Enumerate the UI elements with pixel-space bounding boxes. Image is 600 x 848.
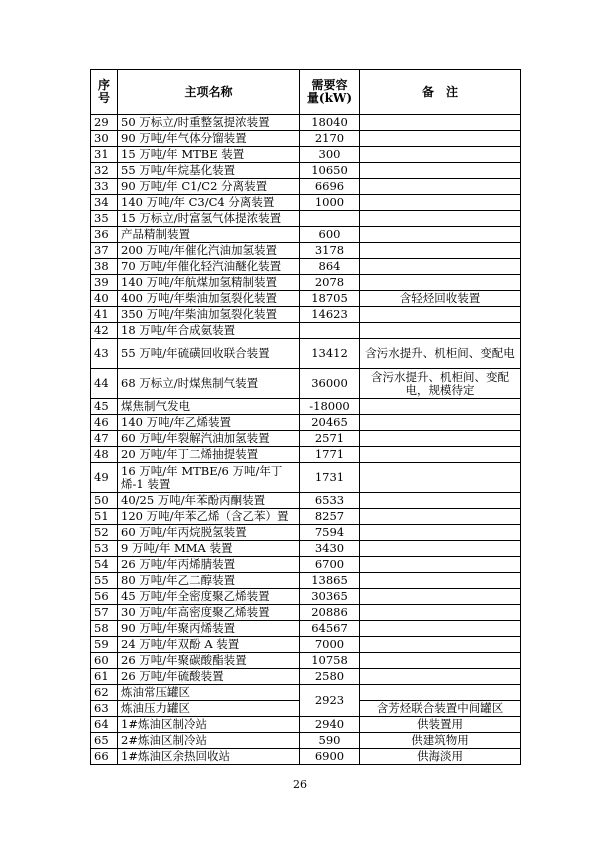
table-row: [91, 431, 521, 447]
row-note: [360, 447, 521, 463]
row-item-name: 26 万吨/年聚碳酸酯装置: [118, 653, 300, 669]
row-number: 62: [91, 685, 118, 701]
table-row: [91, 557, 521, 573]
row-number: 31: [91, 147, 118, 163]
table-header-row: [91, 70, 521, 115]
row-capacity: 1731: [300, 463, 360, 493]
table-row: [91, 275, 521, 291]
row-note: [360, 493, 521, 509]
row-capacity: 300: [300, 147, 360, 163]
row-capacity: 6700: [300, 557, 360, 573]
table-row: [91, 525, 521, 541]
row-capacity: 64567: [300, 621, 360, 637]
row-number: 40: [91, 291, 118, 307]
row-number: 51: [91, 509, 118, 525]
table-row: [91, 369, 521, 399]
row-number: 54: [91, 557, 118, 573]
table-row: [91, 605, 521, 621]
row-note: [360, 307, 521, 323]
row-item-name: 煤焦制气发电: [118, 399, 300, 415]
row-note: [360, 147, 521, 163]
row-number: 55: [91, 573, 118, 589]
row-number: 48: [91, 447, 118, 463]
table-row: [91, 447, 521, 463]
row-number: 49: [91, 463, 118, 493]
row-capacity: 36000: [300, 369, 360, 399]
row-item-name: 16 万吨/年 MTBE/6 万吨/年丁烯-1 装置: [118, 463, 300, 493]
page-number: 26: [293, 778, 307, 791]
row-note: [360, 431, 521, 447]
row-number: 29: [91, 115, 118, 131]
table-row: [91, 307, 521, 323]
row-capacity: 20886: [300, 605, 360, 621]
table-row: [91, 339, 521, 369]
row-item-name: 80 万吨/年乙二醇装置: [118, 573, 300, 589]
table-row: [91, 463, 521, 493]
row-note: [360, 589, 521, 605]
row-note: [360, 463, 521, 493]
row-item-name: 60 万吨/年裂解汽油加氢装置: [118, 431, 300, 447]
row-capacity: 590: [300, 733, 360, 749]
row-item-name: 90 万吨/年气体分馏装置: [118, 131, 300, 147]
row-note: [360, 685, 521, 701]
row-note: [360, 509, 521, 525]
row-item-name: 55 万吨/年硫磺回收联合装置: [118, 339, 300, 369]
row-item-name: 140 万吨/年乙烯装置: [118, 415, 300, 431]
row-item-name: 90 万吨/年 C1/C2 分离装置: [118, 179, 300, 195]
table-row: [91, 717, 521, 733]
row-number: 46: [91, 415, 118, 431]
row-note: 供海淡用: [360, 749, 521, 765]
row-number: 50: [91, 493, 118, 509]
row-item-name: 400 万吨/年柴油加氢裂化装置: [118, 291, 300, 307]
row-note: [360, 323, 521, 339]
row-note: [360, 115, 521, 131]
header-capacity-text: 需要容 量(kW): [306, 78, 353, 105]
row-number: 33: [91, 179, 118, 195]
table-row: [91, 179, 521, 195]
row-number: 41: [91, 307, 118, 323]
row-number: 32: [91, 163, 118, 179]
row-note: 供建筑物用: [360, 733, 521, 749]
row-note: [360, 669, 521, 685]
row-capacity: 2580: [300, 669, 360, 685]
row-note: [360, 621, 521, 637]
row-capacity: 1771: [300, 447, 360, 463]
row-number: 61: [91, 669, 118, 685]
row-capacity: 7594: [300, 525, 360, 541]
row-number: 58: [91, 621, 118, 637]
table-row: [91, 621, 521, 637]
row-number: 39: [91, 275, 118, 291]
row-note: 供装置用: [360, 717, 521, 733]
row-capacity: 3430: [300, 541, 360, 557]
table-row: [91, 573, 521, 589]
row-item-name: 60 万吨/年丙烷脱氢装置: [118, 525, 300, 541]
table-row: [91, 493, 521, 509]
row-number: 53: [91, 541, 118, 557]
row-note: [360, 227, 521, 243]
row-number: 35: [91, 211, 118, 227]
header-note: [360, 70, 521, 115]
row-note: [360, 541, 521, 557]
row-number: 42: [91, 323, 118, 339]
row-number: 57: [91, 605, 118, 621]
row-note: [360, 653, 521, 669]
row-item-name: 70 万吨/年催化轻汽油醚化装置: [118, 259, 300, 275]
table-body: [91, 115, 521, 765]
row-note: 含芳烃联合装置中间罐区: [360, 701, 521, 717]
table-row: [91, 637, 521, 653]
header-capacity: [300, 70, 360, 115]
table-row: [91, 227, 521, 243]
table-row: [91, 589, 521, 605]
row-item-name: 1#炼油区制冷站: [118, 717, 300, 733]
table-row: [91, 653, 521, 669]
row-item-name: 120 万吨/年苯乙烯（含乙苯）置: [118, 509, 300, 525]
row-capacity: [300, 323, 360, 339]
table-row: [91, 147, 521, 163]
row-item-name: 2#炼油区制冷站: [118, 733, 300, 749]
row-capacity: 30365: [300, 589, 360, 605]
row-number: 66: [91, 749, 118, 765]
row-number: 65: [91, 733, 118, 749]
row-number: 45: [91, 399, 118, 415]
row-number: 43: [91, 339, 118, 369]
table-row: [91, 399, 521, 415]
row-item-name: 50 万标立/时重整氢提浓装置: [118, 115, 300, 131]
row-item-name: 30 万吨/年高密度聚乙烯装置: [118, 605, 300, 621]
row-item-name: 55 万吨/年烷基化装置: [118, 163, 300, 179]
row-number: 56: [91, 589, 118, 605]
table-row: [91, 669, 521, 685]
row-number: 34: [91, 195, 118, 211]
row-note: [360, 179, 521, 195]
row-note: 含污水提升、机柜间、变配电，规模待定: [360, 369, 521, 399]
table-row: [91, 685, 521, 701]
row-note: [360, 195, 521, 211]
table-row: [91, 115, 521, 131]
row-note: [360, 259, 521, 275]
row-capacity: 7000: [300, 637, 360, 653]
row-number: 36: [91, 227, 118, 243]
row-capacity: 3178: [300, 243, 360, 259]
row-capacity: 13865: [300, 573, 360, 589]
row-capacity: 6696: [300, 179, 360, 195]
row-capacity: 18040: [300, 115, 360, 131]
row-number: 52: [91, 525, 118, 541]
row-note: [360, 415, 521, 431]
row-note: [360, 275, 521, 291]
table-row: [91, 259, 521, 275]
row-number: 38: [91, 259, 118, 275]
row-capacity: 2571: [300, 431, 360, 447]
row-item-name: 26 万吨/年硫酸装置: [118, 669, 300, 685]
row-item-name: 24 万吨/年双酚 A 装置: [118, 637, 300, 653]
table-row: [91, 509, 521, 525]
table-row: [91, 323, 521, 339]
row-capacity: [300, 211, 360, 227]
row-capacity: 14623: [300, 307, 360, 323]
row-capacity: 2078: [300, 275, 360, 291]
table-row: [91, 131, 521, 147]
row-note: [360, 573, 521, 589]
row-item-name: 1#炼油区余热回收站: [118, 749, 300, 765]
row-number: 60: [91, 653, 118, 669]
row-item-name: 26 万吨/年丙烯腈装置: [118, 557, 300, 573]
row-capacity: 20465: [300, 415, 360, 431]
row-capacity: 600: [300, 227, 360, 243]
row-capacity: 18705: [300, 291, 360, 307]
row-number: 59: [91, 637, 118, 653]
table-row: [91, 291, 521, 307]
row-number: 63: [91, 701, 118, 717]
row-capacity: 10758: [300, 653, 360, 669]
row-number: 64: [91, 717, 118, 733]
row-note: [360, 605, 521, 621]
table-row: [91, 163, 521, 179]
row-note: 含轻烃回收装置: [360, 291, 521, 307]
row-item-name: 350 万吨/年柴油加氢裂化装置: [118, 307, 300, 323]
table-row: [91, 243, 521, 259]
header-name: [118, 70, 300, 115]
row-item-name: 炼油压力罐区: [118, 701, 300, 717]
table-row: [91, 749, 521, 765]
row-item-name: 90 万吨/年聚丙烯装置: [118, 621, 300, 637]
row-note: [360, 163, 521, 179]
row-item-name: 140 万吨/年航煤加氢精制装置: [118, 275, 300, 291]
row-capacity: 6900: [300, 749, 360, 765]
row-capacity: -18000: [300, 399, 360, 415]
header-seq-text: 序 号: [97, 78, 110, 105]
header-name-text: 主项名称: [184, 84, 233, 99]
table-row: [91, 541, 521, 557]
row-note: [360, 131, 521, 147]
row-note: [360, 243, 521, 259]
row-capacity: 8257: [300, 509, 360, 525]
row-item-name: 9 万吨/年 MMA 装置: [118, 541, 300, 557]
table-row: [91, 415, 521, 431]
row-capacity: 2170: [300, 131, 360, 147]
row-note: [360, 557, 521, 573]
row-capacity: 2940: [300, 717, 360, 733]
row-capacity: 1000: [300, 195, 360, 211]
table-row: [91, 195, 521, 211]
table-row: [91, 211, 521, 227]
row-item-name: 15 万吨/年 MTBE 装置: [118, 147, 300, 163]
row-capacity: 864: [300, 259, 360, 275]
row-capacity: 10650: [300, 163, 360, 179]
row-item-name: 45 万吨/年全密度聚乙烯装置: [118, 589, 300, 605]
row-item-name: 20 万吨/年丁二烯抽提装置: [118, 447, 300, 463]
row-item-name: 68 万标立/时煤焦制气装置: [118, 369, 300, 399]
header-note-text: 备 注: [421, 84, 458, 99]
row-item-name: 140 万吨/年 C3/C4 分离装置: [118, 195, 300, 211]
row-item-name: 200 万吨/年催化汽油加氢装置: [118, 243, 300, 259]
row-note: [360, 637, 521, 653]
row-number: 44: [91, 369, 118, 399]
power-demand-table: [90, 69, 521, 765]
row-item-name: 15 万标立/时富氢气体提浓装置: [118, 211, 300, 227]
table-row: [91, 733, 521, 749]
row-note: [360, 525, 521, 541]
row-capacity: 13412: [300, 339, 360, 369]
row-item-name: 产品精制装置: [118, 227, 300, 243]
row-note: [360, 399, 521, 415]
row-item-name: 18 万吨/年合成氨装置: [118, 323, 300, 339]
row-note: 含污水提升、机柜间、变配电: [360, 339, 521, 369]
row-number: 37: [91, 243, 118, 259]
row-capacity: 6533: [300, 493, 360, 509]
row-number: 47: [91, 431, 118, 447]
row-item-name: 炼油常压罐区: [118, 685, 300, 701]
row-number: 30: [91, 131, 118, 147]
row-note: [360, 211, 521, 227]
row-capacity: 2923: [300, 685, 360, 717]
header-seq: [91, 70, 118, 115]
row-item-name: 40/25 万吨/年苯酚丙酮装置: [118, 493, 300, 509]
